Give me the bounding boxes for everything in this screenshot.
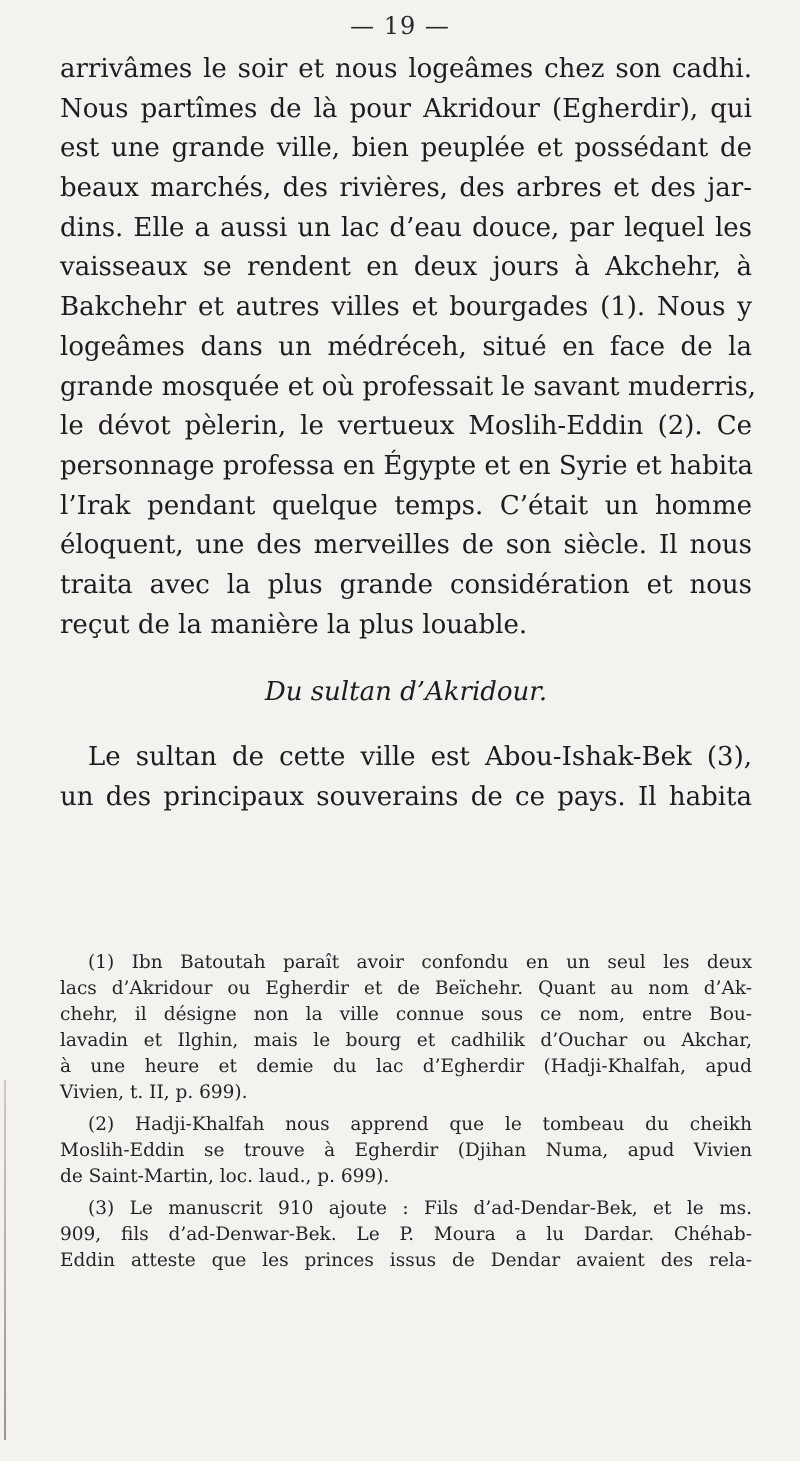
text-line: vaisseaux se rendent en deux jours à Akchehr, à [60,252,752,283]
page-number: — 19 — [350,12,450,40]
main-text [60,50,757,818]
footnote-line: (3) Le manuscrit 910 ajoute : Fils d’ad-Dendar-Bek, et le ms. [88,1198,752,1219]
section-heading: Du sultan d’Akridour. [264,677,548,708]
footnote-line: lavadin et Ilghin, mais le bourg et cadhilik d’Ouchar ou Akchar, [60,1030,752,1051]
text-line: arrivâmes le soir et nous logeâmes chez son cadhi. [60,54,752,84]
text-line: traita avec la plus grande considération et nous [60,569,752,600]
footnote-line: Moslih-Eddin se trouve à Egherdir (Djihan Numa, apud Vivien [60,1140,752,1161]
footnote-2 [60,1112,752,1190]
footnote-line: Eddin atteste que les princes issus de Dendar avaient des rela- [60,1250,752,1271]
footnote-line: (1) Ibn Batoutah paraît avoir confondu en un seul les deux [88,952,752,973]
text-line: est une grande ville, bien peuplée et possédant de [60,133,752,164]
paragraph-1 [60,50,757,645]
footnote-1 [60,950,752,1106]
text-line: l’Irak pendant quelque temps. C’était un homme [60,490,752,521]
footnotes [60,950,752,1274]
paragraph-2 [60,738,752,817]
footnote-line: Vivien, t. II, p. 699). [60,1082,248,1103]
text-line: Nous partîmes de là pour Akridour (Egherdir), qui [60,93,752,124]
footnote-3 [60,1196,752,1274]
footnote-line: lacs d’Akridour ou Egherdir et de Beïchehr. Quant au nom d’Ak- [60,978,752,999]
footnote-line: (2) Hadji-Khalfah nous apprend que le tombeau du cheikh [88,1114,752,1135]
text-line: un des principaux souverains de ce pays. Il habita [60,782,752,812]
text-line: beaux marchés, des rivières, des arbres et des jar- [60,173,752,204]
text-line: dins. Elle a aussi un lac d’eau douce, par lequel les [60,212,752,243]
text-line: reçut de la manière la plus louable. [60,609,528,640]
footnote-line: de Saint-Martin, loc. laud., p. 699). [60,1166,390,1187]
footnote-line: 909, fils d’ad-Denwar-Bek. Le P. Moura a lu Dardar. Chéhab- [60,1224,752,1245]
text-line: personnage professa en Égypte et en Syrie et habita [60,450,754,481]
footnote-line: chehr, il désigne non la ville connue sous ce nom, entre Bou- [60,1004,752,1025]
text-line: Le sultan de cette ville est Abou-Ishak-Bek (3), [88,742,752,773]
binding-shadow [4,1080,6,1440]
footnote-line: à une heure et demie du lac d’Egherdir (Hadji-Khalfah, apud [60,1056,752,1077]
text-line: Bakchehr et autres villes et bourgades (1). Nous y [60,292,752,323]
text-line: le dévot pèlerin, le vertueux Moslih-Eddin (2). Ce [60,411,752,442]
text-line: grande mosquée et où professait le savant muderris, [60,371,757,402]
text-line: éloquent, une des merveilles de son siècle. Il nous [60,530,752,561]
text-line: logeâmes dans un médréceh, situé en face de la [60,331,752,362]
